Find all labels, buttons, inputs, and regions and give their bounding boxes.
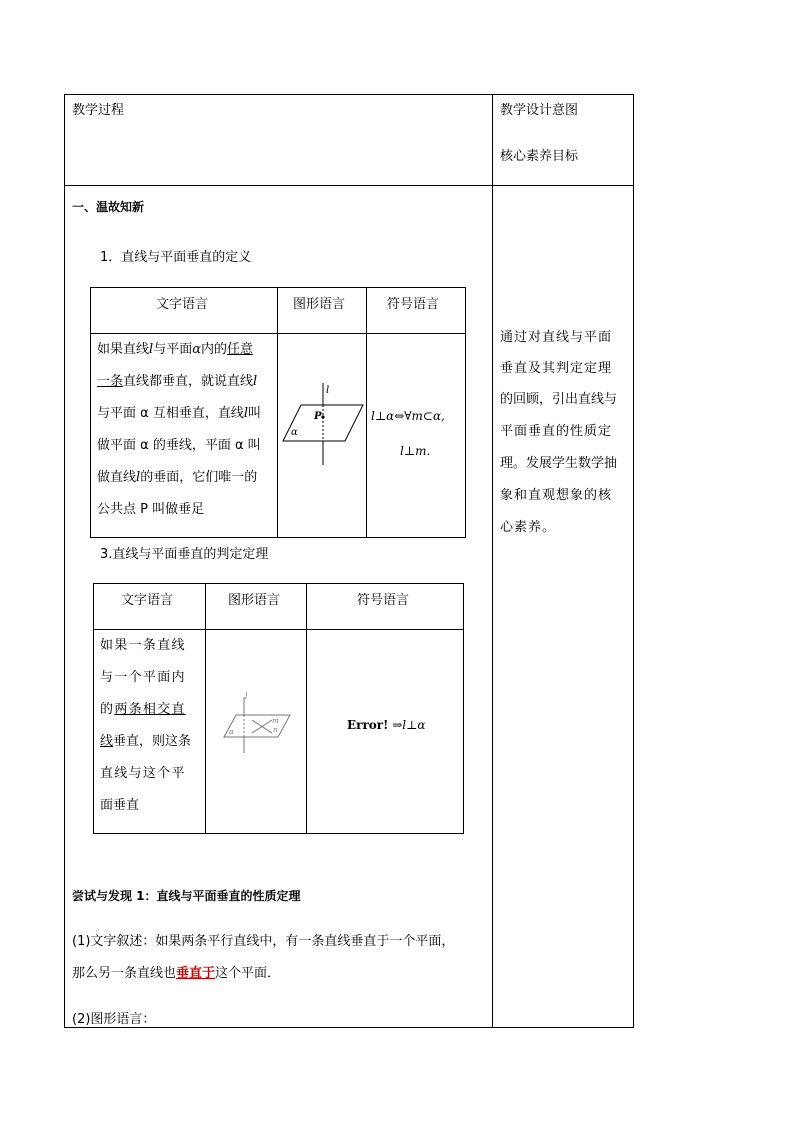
table1-text-line-6: 公共点 P 叫做垂足	[97, 502, 205, 517]
table2-header-figure: 图形语言	[228, 593, 281, 608]
table1-text-line-2: 一条直线都垂直，就说直线l	[97, 374, 258, 389]
outer-bottom-border	[64, 1027, 634, 1028]
paragraph-1-line-2: 那么另一条直线也垂直于这个平面．	[72, 966, 281, 981]
right-line-3: 的回顾，引出直线与	[500, 392, 618, 407]
table1-text-line-1: 如果直线l与平面α内的任意	[97, 342, 254, 357]
table2-text-line-2: 与一个平面内	[100, 670, 186, 685]
header-left-title: 教学过程	[72, 103, 125, 118]
right-line-2: 垂直及其判定定理	[500, 361, 613, 376]
section-heading-review: 一、温故知新	[72, 200, 145, 214]
right-line-5: 理。发展学生数学抽	[500, 456, 618, 471]
outer-left-border	[64, 94, 65, 1028]
table2-header-symbol: 符号语言	[357, 593, 410, 608]
table1-symbol-line-1: l⊥α⇔∀m⊂α,	[371, 409, 445, 423]
outer-top-border	[64, 94, 634, 95]
criterion-figure	[222, 697, 294, 755]
right-line-7: 心素养。	[500, 520, 557, 535]
right-line-4: 平面垂直的性质定	[500, 424, 613, 439]
section-heading-discovery: 尝试与发现 1：直线与平面垂直的性质定理	[72, 889, 301, 903]
table1-header-text: 文字语言	[156, 297, 209, 312]
table2-header-text: 文字语言	[121, 593, 174, 608]
table2-text-line-6: 面垂直	[100, 798, 140, 813]
table2-symbol-rest: ⇒l⊥α	[388, 718, 426, 732]
fig2-label-alpha: α	[229, 728, 234, 736]
highlight-perpendicular: 垂直于	[176, 966, 216, 981]
fig2-label-m: m	[272, 717, 279, 725]
right-line-1: 通过对直线与平面	[500, 330, 613, 345]
table2-symbol-error: Error!	[347, 718, 389, 732]
table2-text-line-4: 线垂直，则这条	[100, 734, 192, 749]
item1-label: 1．直线与平面垂直的定义	[100, 250, 252, 265]
paragraph-1-line-1: (1)文字叙述：如果两条平行直线中，有一条直线垂直于一个平面，	[72, 934, 455, 949]
table2-text-line-5: 直线与这个平	[100, 766, 186, 781]
table2-text-line-1: 如果一条直线	[100, 638, 186, 653]
outer-right-border	[633, 94, 634, 1028]
column-divider	[492, 94, 493, 1028]
table2-text-line-3: 的两条相交直	[100, 702, 186, 717]
table1-header-symbol: 符号语言	[387, 297, 440, 312]
fig2-label-l: l	[245, 692, 248, 701]
table2-symbol	[347, 719, 426, 731]
table1-text-line-5: 做直线l的垂面，它们唯一的	[97, 470, 258, 485]
fig2-label-n: n	[273, 726, 278, 734]
header-row-divider	[64, 185, 634, 186]
fig1-label-p: P	[314, 411, 322, 422]
right-line-6: 象和直观想象的核	[500, 488, 613, 503]
table1-text-line-3: 与平面 α 互相垂直，直线l叫	[97, 406, 262, 421]
table1-text-line-4: 做平面 α 的垂线，平面 α 叫	[97, 438, 261, 453]
table1-symbol-line-2: l⊥m.	[400, 444, 431, 458]
paragraph-2: (2)图形语言：	[72, 1012, 156, 1027]
header-right-title-2: 核心素养目标	[500, 149, 579, 164]
fig1-label-l: l	[326, 385, 330, 396]
header-right-title-1: 教学设计意图	[500, 103, 579, 118]
table1-header-figure: 图形语言	[293, 297, 346, 312]
item3-label: 3.直线与平面垂直的判定定理	[100, 547, 269, 562]
fig1-label-alpha: α	[291, 427, 298, 438]
